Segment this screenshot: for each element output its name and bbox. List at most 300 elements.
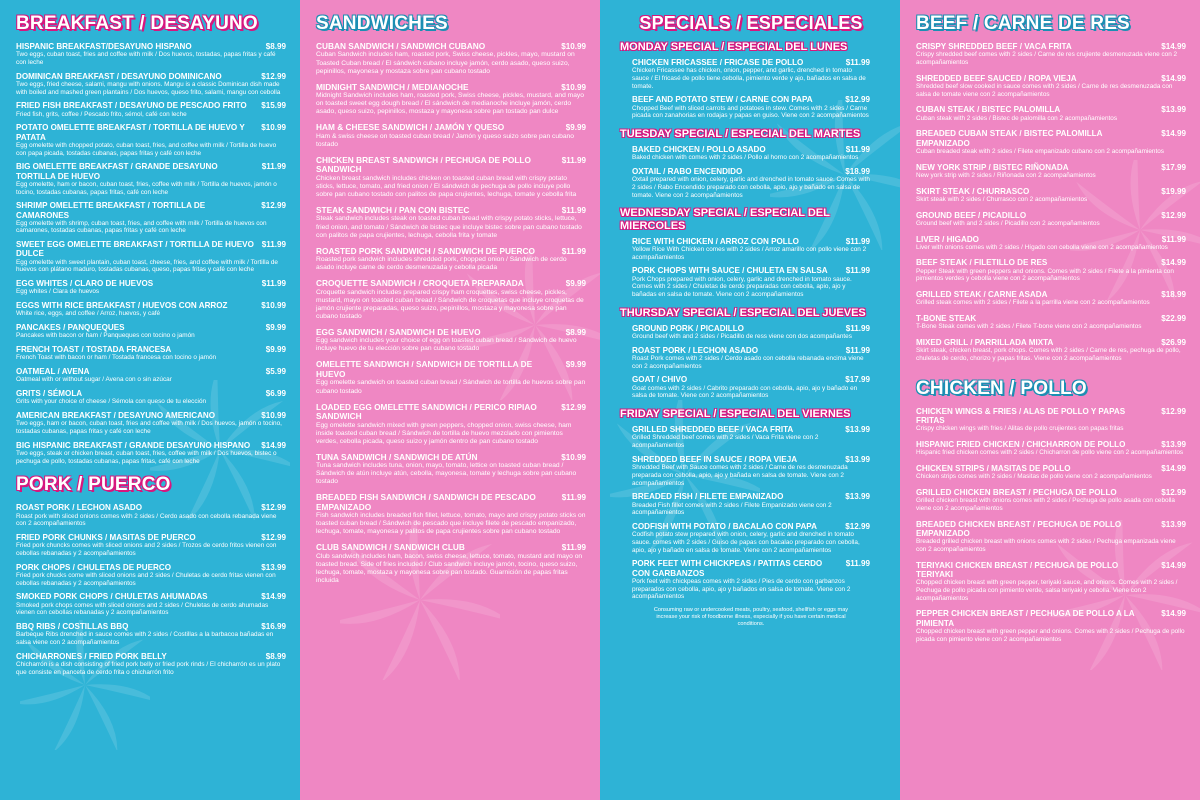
menu-item-description: Ham & swiss cheese on toasted cuban bread / Jamón y queso suizo sobre pan cubano tostado [316,132,574,148]
menu-item-name: CROQUETTE SANDWICH / CROQUETA PREPARADA [316,278,524,289]
menu-item [916,163,1186,180]
menu-item [16,563,286,588]
footnote: Consuming raw or undercooked meats, poultry, seafood, shellfish or eggs may increase your risk of foodborne illness, especially if you have certain medical conditions. [653,606,849,627]
menu-item-description: Ground beef with and 2 sides / Picadillo de ress viene con dos acompañantes [632,333,852,341]
menu-item-name: GRITS / SÉMOLA [16,389,83,399]
menu-item-header [632,455,870,464]
menu-item-name: BAKED CHICKEN / POLLO ASADO [632,145,766,155]
menu-item [16,345,286,362]
menu-item-header [16,389,286,398]
menu-item-header [16,323,286,332]
menu-item-description: T-Bone Steak comes with 2 sides / Filete T-bone viene con 2 acompañamientos [916,323,1142,331]
menu-item-header [16,652,286,661]
menu-item-price: $11.99 [561,155,586,165]
menu-item-header [316,83,586,93]
menu-item-price: $12.99 [1161,406,1186,416]
menu-item-name: BREADED FISH SANDWICH / SANDWICH DE PESCADO EMPANIZADO [316,492,536,512]
menu-item-name: BIG OMELETTE BREAKFAST / GRANDE DESAYUNO TORTILLA DE HUEVO [16,162,218,181]
menu-item-description: Fried pork chucks come with sliced onions and 2 sides / Chuletas de cerdo fritas vienen con cebollas rebanadas y 2 acompañamientos [16,571,276,587]
menu-item-header [632,346,870,355]
menu-item-price: $14.99 [1161,41,1186,51]
menu-item-price: $11.99 [845,236,870,246]
menu-item-header [916,520,1186,539]
menu-item [916,609,1186,643]
menu-item-description: Roast pork with sliced onions comes with 2 sides / Cerdo asado con cebolla rebanada viene con 2 acompañamientos [16,512,277,528]
menu-item-description: Codfish potato stew prepared with onion, celery, garlic and drenched in tomato sauce. comes with 2 sides / Guiso de papas con bacalao preparado con cebolla, apio, ajo y bañado en salsa de tomate. Viene con 2 acompañamientos [632,531,860,554]
menu-item [316,206,586,240]
menu-item-name: CODFISH WITH POTATO / BACALAO CON PAPA [632,521,817,531]
menu-item [316,543,586,585]
menu-item-description: Fried pork chuncks comes with sliced onions and 2 sides / Trozos de cerdo fritos vienen con cebollas rebanadas y 2 acompañamientos [16,542,277,557]
menu-item-price: $17.99 [845,375,870,385]
menu-item-name: OXTAIL / RABO ENCENDIDO [632,167,743,177]
menu-item-name: FRIED FISH BREAKFAST / DESAYUNO DE PESCADO FRITO [16,101,247,111]
menu-item-description: New york strip with 2 sides / Riñonada con 2 acompañamientos [916,171,1096,179]
menu-item-header [632,522,870,531]
menu-item-header [16,279,286,288]
menu-item [16,72,286,97]
menu-item-price: $9.99 [265,345,286,355]
menu-item-price: $14.99 [1161,609,1186,619]
menu-item [16,367,286,384]
menu-item-name: PORK CHOPS / CHULETAS DE PUERCO [16,562,171,572]
menu-item-header [916,464,1186,473]
menu-item-name: BBQ RIBS / COSTILLAS BBQ [16,622,129,632]
menu-item-header [16,622,286,631]
menu-item-name: HISPANIC FRIED CHICKEN / CHICHARRON DE POLLO [916,440,1126,450]
menu-item [916,211,1186,228]
menu-item-price: $11.99 [845,323,870,333]
menu-item-price: $17.99 [1161,162,1186,172]
menu-item-description: Chopped chicken breast with green pepper, teriyaki sauce, and onions. Comes with 2 sides / Pechuga de pollo picada con pimiento verde, salsa teriyaki y cebolla. Viene con 2 acompañamientos [916,579,1178,602]
menu-item-name: CHICKEN BREAST SANDWICH / PECHUGA DE POLLO SANDWICH [316,154,531,175]
menu-item-name: HISPANIC BREAKFAST/DESAYUNO HISPANO [16,41,192,51]
menu-item-price: $13.99 [1161,105,1186,115]
menu-item-name: GRILLED SHREDDED BEEF / VACA FRITA [632,425,794,435]
menu-item-header [316,123,586,133]
special-day-title: TUESDAY SPECIAL / ESPECIAL DEL MARTES [620,128,861,141]
menu-item [916,561,1186,603]
menu-item [16,240,286,274]
breakfast-pork-column [0,0,300,800]
menu-item-description: Croquette sandwich includes prepared crispy ham croquettes, swiss cheese, pickles, mustard, mayo on toasted cuban bread / Sándwich de croquetas que incluye croquetas de jamón crujiente preparadas, queso suizo, pepinillos, mostaza y mayonesa sobre pan cubano tostado [316,288,584,320]
menu-item-name: OATMEAL / AVENA [16,367,90,377]
menu-item-name: SMOKED PORK CHOPS / CHULETAS AHUMADAS [16,592,208,602]
menu-item [316,123,586,149]
menu-item-price: $12.99 [261,503,286,513]
menu-item-name: EGG SANDWICH / SANDWICH DE HUEVO [316,326,481,337]
menu-item-price: $18.99 [845,167,870,177]
menu-item [916,520,1186,554]
menu-item [916,464,1186,481]
menu-item-header [16,345,286,354]
menu-item-price: $11.99 [261,279,286,289]
menu-item-price: $16.99 [261,622,286,632]
menu-item-name: PANCAKES / PANQUEQUES [16,323,125,333]
menu-item-name: EGG WHITES / CLARO DE HUEVOS [16,279,154,289]
menu-item-name: NEW YORK STRIP / BISTEC RIÑONADA [916,162,1069,172]
menu-item-price: $11.99 [561,493,586,503]
menu-item-header [316,42,586,52]
menu-item-description: Skirt steak with 2 sides / Churrasco con 2 acompañamientos [916,195,1088,203]
menu-item [16,592,286,617]
menu-item-header [916,42,1186,51]
menu-item-name: BREADED FISH / FILETE EMPANIZADO [632,492,784,502]
menu-item-description: Shredded Beef with Sauce comes with 2 sides / Carne de res desmenuzada preparada con cebolla, apio, ajo y bañada en salsa de tomate. Viene con 2 acompañamientos [632,464,848,487]
menu-item-header [316,279,586,289]
menu-item-name: FRENCH TOAST / TOSTADA FRANCESA [16,345,172,355]
menu-item-description: Pepper Steak with green peppers and onions. Comes with 2 sides / Filete a la pimienta con pimientos verdes y cebolla viene con 2 acompañamientos [916,267,1174,283]
menu-item [632,375,870,400]
menu-item-name: GOAT / CHIVO [632,375,688,385]
menu-item-price: $8.99 [265,651,286,661]
menu-item-name: SWEET EGG OMELETTE BREAKFAST / TORTILLA DE HUEVO DULCE [16,240,254,259]
menu-item [916,314,1186,331]
menu-item-name: FRIED PORK CHUNKS / MASITAS DE PUERCO [16,533,196,542]
menu-item-header [16,240,286,259]
menu-item-name: SHREDDED BEEF SAUCED / ROPA VIEJA [916,73,1077,83]
menu-item-name: PEPPER CHICKEN BREAST / PECHUGA DE POLLO A LA PIMIENTA [916,609,1135,628]
menu-item-price: $13.99 [845,454,870,464]
menu-item [632,455,870,487]
menu-item-description: Liver with onions comes with 2 sides / Hígado con cebolla viene con 2 acompañamientos [916,243,1168,251]
menu-item [916,74,1186,99]
menu-item-price: $11.99 [1161,234,1186,244]
menu-item-price: $10.99 [261,123,286,133]
menu-item-name: TUNA SANDWICH / SANDWICH DE ATÚN [316,451,478,462]
menu-item-description: White rice, eggs, and coffee / Arroz, huevos, y café [16,310,161,318]
menu-item-header [16,533,286,542]
menu-item-price: $10.99 [561,452,586,462]
menu-item-name: SHREDDED BEEF IN SAUCE / ROPA VIEJA [632,454,798,464]
menu-item-name: CHICHARRONES / FRIED PORK BELLY [16,651,167,661]
section-title-chicken: CHICKEN / POLLO [916,377,1087,399]
menu-item [316,156,586,199]
menu-item-header [16,592,286,601]
menu-item-price: $11.99 [561,543,586,553]
menu-item-header [632,167,870,176]
menu-item-name: SKIRT STEAK / CHURRASCO [916,186,1030,196]
menu-item-description: Egg omelette with shrimp, cuban toast, fries, and coffee with milk / Tortilla de huevos con camarones, tostadas cubanas, papas fritas y café con leche [16,219,267,235]
menu-item-header [916,609,1186,628]
menu-item-description: Cuban breaded steak with 2 sides / Filete empanizado cubano con 2 acompañamientos [916,147,1164,155]
menu-item-price: $9.99 [565,279,586,289]
menu-item-name: PORK FEET WITH CHICKPEAS / PATITAS CERDO CON GARBANZOS [632,559,823,578]
menu-item-description: Grilled Shredded beef comes with 2 sides / Vaca Frita viene con 2 acompañamientos [632,434,819,450]
menu-item [632,266,870,298]
menu-item-name: CUBAN STEAK / BISTEC PALOMILLA [916,105,1061,115]
menu-item-header [916,338,1186,347]
menu-item-price: $12.99 [261,71,286,81]
menu-item-description: Egg omelette, ham or bacon, cuban toast, fries, coffee with milk / Tortilla de huevos, jamón o tocino, tostadas cubanas, papas fritas, café con leche [16,180,277,196]
menu-item-description: Baked chicken with comes with 2 sides / Pollo al horno con 2 acompañamientos [632,154,859,162]
menu-item-description: Tuna sandwich includes tuna, onion, mayo, tomato, lettice on toasted cuban bread / Sándwich de atún incluye atún, cebolla, mayonesa, tomate y lechuga sobre pan cubano tostado [316,462,577,486]
menu-item [16,201,286,235]
menu-item-description: Egg sandwich includes your choice of egg on toasted cuban bread / Sándwich de huevo incluye huevo de tu elección sobre pan cubano tostado [316,337,577,353]
menu-item-price: $12.99 [845,95,870,105]
menu-item-header [16,162,286,181]
menu-item-header [632,375,870,384]
menu-item-price: $11.99 [845,145,870,155]
menu-item-description: Egg whites / Clara de huevos [16,288,100,296]
menu-item-description: Two eggs, steak or chicken breast, cuban toast, fries, coffee with milk / Dos huevos, bistec o pechuga de pollo, tostadas cubanas, papas fritas, café con leche [16,450,277,465]
menu-item [916,105,1186,122]
menu-item-price: $11.99 [845,345,870,355]
menu-item-name: STEAK SANDWICH / PAN CON BISTEC [316,204,470,215]
menu-item-price: $14.99 [261,440,286,450]
menu-item-description: Steak sandwich includes steak on toasted cuban bread with crispy potato sticks, lettuce, fried onion, and tomato / Sándwich de bistec que incluye bistec sobre pan cubano tostado con palitos de papa crujientes, lechuga, cebolla frita y tomate [316,215,582,239]
menu-item-price: $13.99 [1161,519,1186,529]
menu-item-price: $22.99 [1161,314,1186,324]
menu-item-header [316,360,586,379]
menu-item-price: $14.99 [1161,560,1186,570]
menu-item-description: Yellow Rice With Chicken comes with 2 sides / Arroz amarillo con pollo viene con 2 acompañamientos [632,245,867,261]
menu-item-description: Oatmeal with or without sugar / Avena con o sin azúcar [16,376,172,384]
menu-item-description: Fish sandwich includes breaded fish fillet, lettuce, tomato, mayo and crispy potato sticks on toasted cuban bread / Sándwich de pescado que incluye filete de pescado empanizado, lechuga, tomate, mayonesa y palitos de papa crujientes sobre pan cubano tostado [316,512,586,536]
menu-item-name: GRILLED CHICKEN BREAST / PECHUGA DE POLLO [916,487,1117,497]
menu-item-description: Pancakes with bacon or ham / Panqueques con tocino o jamón [16,332,195,340]
menu-item [16,123,286,157]
beef-chicken-column [900,0,1200,800]
menu-item-name: EGGS WITH RICE BREAKFAST / HUEVOS CON ARROZ [16,301,228,311]
menu-item [16,533,286,558]
menu-item [16,652,286,677]
menu-item-price: $11.99 [261,240,286,250]
menu-item-price: $12.99 [561,402,586,412]
menu-item [316,279,586,321]
menu-item-name: T-BONE STEAK [916,314,977,324]
menu-item-header [16,411,286,420]
menu-item-price: $11.99 [845,559,870,569]
sandwiches-column [300,0,600,800]
menu-item-name: HAM & CHEESE SANDWICH / JAMÓN Y QUESO [316,122,505,133]
menu-item [916,407,1186,433]
menu-item-header [16,503,286,512]
menu-item-price: $10.99 [561,41,586,51]
menu-item-header [916,488,1186,497]
menu-item [16,503,286,528]
menu-item-description: Roasted pork sandwich includes shredded pork, chopped onion / Sándwich de cerdo asado incluye carne de cerdo desmenuzada y cebolla picada [316,256,567,272]
menu-item-description: Shredded beef slow cooked in sauce comes with 2 sides / Carne de res desmenuzada con salsa de tomate viene con 2 acompañamientos [916,82,1173,98]
menu-item-name: BEEF AND POTATO STEW / CARNE CON PAPA [632,95,813,105]
menu-item-header [16,563,286,572]
menu-item-description: Chopped Beef with sliced carrots and potatoes in stew. Comes with 2 sides / Carne picada con zanahorias en rodajas y papas en guiso. Viene con 2 acompañamientos [632,104,869,120]
menu-item-price: $8.99 [565,327,586,337]
menu-item [916,187,1186,204]
menu-item-price: $8.99 [265,41,286,51]
menu-item [316,83,586,117]
menu-item-header [316,493,586,512]
menu-item-name: BREADED CHICKEN BREAST / PECHUGA DE POLLO EMPANIZADO [916,519,1122,538]
menu-item-header [632,324,870,333]
section-title-specials: SPECIALS / ESPECIALES [639,13,863,33]
menu-item [632,492,870,517]
menu-item [632,145,870,162]
menu-item-header [916,314,1186,323]
menu-item-price: $13.99 [845,425,870,435]
menu-item-header [916,235,1186,244]
menu-item-description: Pork Chops prepared with onion, celery, garlic and drenched in tomato sauce. Comes with 2 sides / Chuletas de cerdo preparadas con cebolla, apio, ajo y bañadas en salsa de tomate. Viene con 2 acompañamientos [632,275,852,298]
menu-item-description: Chicken strips comes with 2 sides / Masitas de pollo viene con 2 acompañamientos [916,473,1152,481]
menu-item-price: $11.99 [845,266,870,276]
menu-item-name: TERIYAKI CHICKEN BREAST / PECHUGA DE POLLO TERIYAKI [916,560,1119,579]
menu-item-header [316,206,586,216]
menu-item-description: Hispanic fried chicken comes with 2 sides / Chicharron de pollo viene con 2 acompañamientos [916,449,1184,457]
menu-item [16,441,286,466]
menu-item-price: $6.99 [265,389,286,399]
menu-item [16,622,286,647]
menu-item [916,42,1186,67]
menu-item [632,425,870,450]
menu-item-description: Crispy chicken wings with fries / Alitas de pollo crujientes con papas fritas [916,425,1124,433]
menu-item-description: Cuban Sandwich includes ham, roasted pork, Swiss cheese, pickles, mayo, mustard on Toasted Cuban bread / El sándwich cubano incluye jamón, cerdo asado, queso suizo, pepinillos, mayonesa y mostaza sobre pan cubano tostado [316,51,575,75]
menu-item [916,488,1186,513]
menu-item-description: Grilled chicken breast with onions comes with 2 sides / Pechuga de pollo asada con cebolla viene con 2 acompañamientos [916,497,1175,512]
menu-item-name: LOADED EGG OMELETTE SANDWICH / PERICO RIPIAO SANDWICH [316,401,537,422]
menu-item-name: OMELETTE SANDWICH / SANDWICH DE TORTILLA DE HUEVO [316,359,533,379]
menu-item [16,279,286,296]
menu-item-header [632,95,870,104]
menu-item-description: Club sandwich includes ham, bacon, swiss cheese, lettuce, tomato, mustard and mayo on toasted bread. Side of fries included / Club sandwich incluye jamón, tocino, queso suizo, lechuga, tomate, mostaza y mayonesa sobre pan tostado. Guarnición de papas fritas incluida [316,553,583,585]
menu-item-header [916,440,1186,449]
menu-item-name: CHICKEN FRICASSEE / FRICASE DE POLLO [632,57,804,67]
menu-item-header [316,247,586,257]
menu-item-price: $26.99 [1161,338,1186,348]
menu-item [16,323,286,340]
menu-item-header [916,74,1186,83]
menu-item [316,328,586,354]
menu-item-header [16,367,286,376]
menu-item-description: Chicken Fricassee has chicken, onion, pepper, and garlic, drenched in tomato sauce / El fricasé de pollo tiene cebolla, pimiento verde y ajo, bañados en salsa de tomate. [632,67,866,90]
menu-item [916,258,1186,283]
menu-item-price: $15.99 [261,101,286,111]
menu-item-header [16,441,286,450]
menu-item-header [632,237,870,246]
menu-item-description: Chicharrón is a dish consisting of fried pork belly or fried pork rinds / El chicharrón es un plato que consiste en panceta de cerdo frita o chicharrón frito [16,660,281,676]
menu-item-description: Oxtail prepared with onion, celery, garlic and drenched in tomato sauce. Comes with 2 sides / Rabo Encendido preparado con cebolla, apio, ajo y bañado en salsa de tomate. Viene con 2 acompañamientos [632,176,870,199]
menu-item-price: $9.99 [565,123,586,133]
menu-item-name: POTATO OMELETTE BREAKFAST / TORTILLA DE HUEVO Y PATATA [16,123,245,142]
menu-item-price: $9.99 [265,323,286,333]
menu-item [16,389,286,406]
menu-item-header [632,559,870,578]
menu-item [632,346,870,371]
menu-item [632,95,870,120]
menu-item-header [916,258,1186,267]
menu-item-name: GROUND BEEF / PICADILLO [916,210,1027,220]
menu-item-header [916,290,1186,299]
menu-item-price: $11.99 [561,246,586,256]
menu-item-price: $12.99 [845,521,870,531]
menu-item [632,237,870,262]
menu-item-description: Chicken breast sandwich includes chicken on toasted cuban bread with crispy potato sticks, lettuce, tomato, and fried onion / El sándwich de pechuga de pollo incluye pollo sobre pan cubano tostado con palitos de papa crujientes, lechuga, tomate y cebolla frita [316,174,577,198]
menu-item-price: $11.99 [845,57,870,67]
menu-item [916,235,1186,252]
menu-item-name: ROAST PORK / LECHON ASADO [632,345,759,355]
menu-item-price: $10.99 [261,411,286,421]
menu-item-description: Roast Pork comes with 2 sides / Cerdo asado con cebolla rebanada encima viene con 2 acompañamientos [632,355,864,370]
menu-item-description: Egg omelette sandwich mixed with green peppers, chopped onion, swiss cheese, ham inside toasted cuban bread / Sándwich de tortilla de huevo mezclado con pimientos verdes, cebolla picada, queso suizo y jamón dentro de pan cubano tostado [316,421,572,445]
menu-item-description: Two eggs, ham or bacon, cuban toast, fries and coffee with milk / Dos huevos, jamón o tocino, tostadas cubanas, papas fritas y café con leche [16,420,282,436]
menu-item-price: $12.99 [261,201,286,211]
menu-item [916,440,1186,457]
menu-item [632,559,870,601]
menu-item-price: $11.99 [561,205,586,215]
menu-item-name: BIG HISPANIC BREAKFAST / GRANDE DESAYUNO HISPANO [16,440,251,450]
menu-item-price: $5.99 [265,367,286,377]
menu-item-header [316,453,586,463]
menu-item-header [632,425,870,434]
section-title-breakfast: BREAKFAST / DESAYUNO [16,13,258,34]
menu-item-description: Barbeque Ribs drenched in sauce comes with 2 sides / Costillas a la barbacoa bañadas en salsa viene con 2 acompañamientos [16,631,274,646]
menu-item [916,290,1186,307]
menu-item-name: LIVER / HIGADO [916,234,979,244]
menu-item-description: Breaded Fish fillet comes with 2 sides / Filete Empanizado viene con 2 acompañamientos [632,501,832,517]
menu-item-name: GROUND PORK / PICADILLO [632,323,744,333]
menu-item-header [16,72,286,81]
menu-item [16,101,286,118]
menu-item-name: SHRIMP OMELETTE BREAKFAST / TORTILLA DE CAMARONES [16,201,206,220]
menu-item-price: $14.99 [261,592,286,602]
menu-item [16,411,286,436]
menu-item [916,338,1186,363]
menu-item-price: $12.99 [1161,210,1186,220]
menu-item-name: CUBAN SANDWICH / SANDWICH CUBANO [316,40,486,51]
menu-item-price: $9.99 [565,360,586,370]
menu-item [316,493,586,536]
menu-item-description: Grits with your choice of cheese / Sémola con queso de tu elección [16,398,207,406]
menu-item-header [916,407,1186,426]
menu-item-name: BEEF STEAK / FILETILLO DE RES [916,258,1048,268]
menu-item-header [632,145,870,154]
menu-item [916,129,1186,155]
menu-item-header [16,123,286,142]
menu-item-description: Egg omelette with sweet plantain, cuban toast, cheese, fries, and coffee with milk / Tortilla de huevos con plátano maduro, tostadas cubanas, queso, papas fritas y café con leche [16,258,278,274]
menu-item-name: GRILLED STEAK / CARNE ASADA [916,290,1048,300]
menu-item-header [16,301,286,310]
menu-item-price: $12.99 [261,533,286,542]
menu-item-price: $11.99 [261,162,286,172]
menu-item-description: French Toast with bacon or ham / Tostada francesa con tocino o jamón [16,354,217,362]
menu-item-price: $14.99 [1161,464,1186,473]
menu-item [316,42,586,76]
menu-item-description: Two eggs, fried cheese, salami, mangu with onions. Mangu is a classic Dominican dish made with boiled and mashed green plantains / Dos huevos, queso frito, salami, mangu con cebolla [16,80,281,96]
menu-item-price: $14.99 [1161,73,1186,83]
menu-item-name: RICE WITH CHICKEN / ARROZ CON POLLO [632,236,799,246]
menu-item-price: $13.99 [1161,440,1186,450]
menu-item-price: $10.99 [561,82,586,92]
menu-item-header [632,266,870,275]
menu-item-description: Skirt steak, chicken breast, pork chops. Comes with 2 sides / Carne de res, pechuga de pollo, chuletas de cerdo, chorizo y papas fritas. Viene con 2 acompañamientos [916,347,1181,363]
section-title-sandwiches: SANDWICHES [316,13,448,34]
menu-item-description: Grilled steak comes with 2 sides / Filete a la parrilla viene con 2 acompañamientos [916,299,1150,307]
menu-item [316,247,586,273]
menu-item-description: Two eggs, cuban toast, fries and coffee with milk / Dos huevos, tostadas, papas fritas y café con leche [16,51,276,66]
menu-item-header [316,156,586,175]
menu-item-name: PORK CHOPS WITH SAUCE / CHULETA EN SALSA [632,266,828,276]
menu-item-header [916,105,1186,114]
specials-column [600,0,900,800]
menu-item [16,301,286,318]
menu-item-header [916,129,1186,148]
menu-item-header [316,403,586,422]
menu-item-price: $10.99 [261,301,286,311]
menu-item-name: CRISPY SHREDDED BEEF / VACA FRITA [916,41,1072,51]
special-day-title: THURSDAY SPECIAL / ESPECIAL DEL JUEVES [620,306,866,319]
menu-item-header [632,58,870,67]
menu-item-header [916,163,1186,172]
menu-item-description: Egg omelette with chopped potato, cuban toast, fries, and coffee with milk / Tortilla de huevo con papa picada, tostadas cubanas, papas fritas y café con leche [16,141,277,157]
